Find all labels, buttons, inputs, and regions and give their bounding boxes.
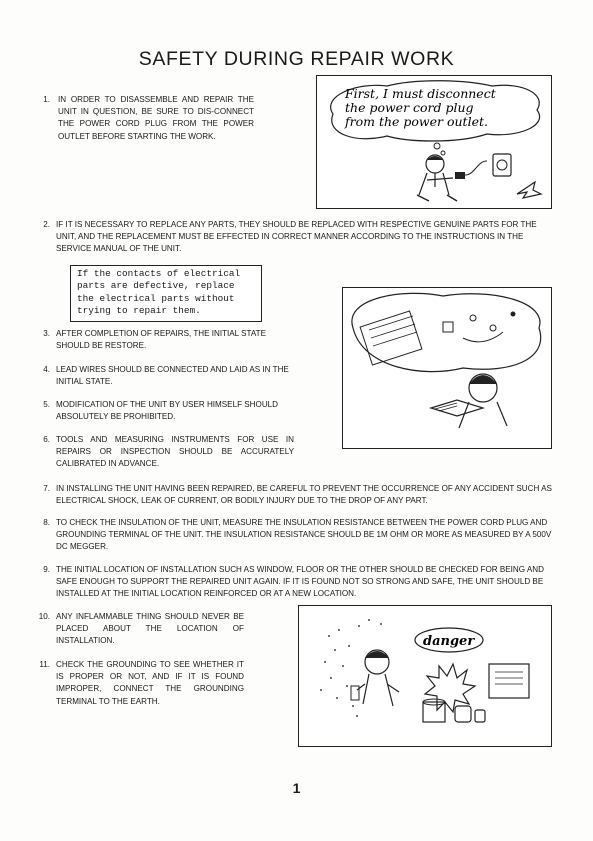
item-text: AFTER COMPLETION OF REPAIRS, THE INITIAL STATE SHOULD BE RESTORE. [56,329,267,351]
item-number: 5. [43,400,50,409]
item-text: CHECK THE GROUNDING TO SEE WHETHER IT IS PROPER OR NOT, AND IF IT IS FOUND IMPROPER, CONNECT THE GROUNDING TERMINAL TO THE EARTH. [56,660,244,706]
item-number: 9. [43,565,50,574]
item-text: THE INITIAL LOCATION OF INSTALLATION SUCH AS WINDOW, FLOOR OR THE OTHER SHOULD BE CHECKED FOR BEING AND SAFE ENOUGH TO SUPPORT THE REPAIRED UNIT AGAIN. IF IT IS FOUND NOT SO STRONG AND SAFE, THE UNIT SHOULD BE INSTALLED AT THE INITIAL LOCATION REINFORCED OR AT A NEW LOCATION. [56,565,544,599]
item-number: 8. [43,518,50,527]
danger-illustration-svg [299,606,551,746]
list-item-3 [34,328,294,354]
manual-illustration-svg [343,288,551,448]
list-item-7 [34,483,554,509]
notice-box: If the contacts of electrical parts are defective, replace the electrical parts without trying to repair them. [70,265,262,322]
list-item-1 [34,94,254,156]
item-text: TO CHECK THE INSULATION OF THE UNIT, MEASURE THE INSULATION RESISTANCE BETWEEN THE POWER CORD PLUG AND GROUNDING TERMINAL OF THE UNIT. THE INSULATION RESISTANCE SHOULD BE 1M OHM OR MORE AS MEASURED BY A 500V DC MEGGER. [56,518,552,552]
list-item-2 [34,219,554,259]
list-item-6 [34,434,294,472]
list-item-4 [34,364,294,390]
illustration-danger [298,605,552,747]
item-number: 3. [43,329,50,338]
item-number: 1. [43,95,50,104]
item-text: IN INSTALLING THE UNIT HAVING BEEN REPAIRED, BE CAREFUL TO PREVENT THE OCCURRENCE OF ANY ACCIDENT SUCH AS ELECTRICAL SHOCK, LEAK OF CURRENT, OR BODILY INJURY DUE TO THE DROP OF ANY PART. [56,484,552,506]
item-number: 11. [39,660,50,669]
list-item-8 [34,517,554,555]
item-text: TOOLS AND MEASURING INSTRUMENTS FOR USE IN REPAIRS OR INSPECTION SHOULD BE ACCURATELY CALIBRATED IN ADVANCE. [56,435,294,469]
illustration-disconnect-plug [316,75,552,209]
item-text: ANY INFLAMMABLE THING SHOULD NEVER BE PLACED ABOUT THE LOCATION OF INSTALLATION. [56,612,244,646]
item-text: MODIFICATION OF THE UNIT BY USER HIMSELF SHOULD ABSOLUTELY BE PROHIBITED. [56,400,279,422]
list-item-10 [34,611,244,649]
item-number: 7. [43,484,50,493]
list-item-11 [34,659,244,709]
bubble-text-line-1: First, I must disconnect [345,86,496,101]
item-number: 4. [43,365,50,374]
item-number: 2. [43,220,50,229]
item-number: 10. [38,612,50,621]
page-number: 1 [292,780,301,796]
bubble-text-line-2: the power cord plug [345,100,474,115]
bubble-text-line-3: from the power outlet. [345,114,488,129]
illustration-reading-manual [342,287,552,449]
item-text: IF IT IS NECESSARY TO REPLACE ANY PARTS, THEY SHOULD BE REPLACED WITH RESPECTIVE GENUINE PARTS FOR THE UNIT, AND THE REPLACEMENT MUST BE EFFECTED IN CORRECT MANNER ACCORDING TO THE INSTRUCTIONS IN THE SERVICE MANUAL OF THE UNIT. [56,220,537,254]
list-item-5 [34,399,294,425]
item-text: LEAD WIRES SHOULD BE CONNECTED AND LAID AS IN THE INITIAL STATE. [56,365,289,387]
page-title: SAFETY DURING REPAIR WORK [138,48,455,70]
list-item-9 [34,564,554,602]
item-text: IN ORDER TO DISASSEMBLE AND REPAIR THE UNIT IN QUESTION, BE SURE TO DIS-CONNECT THE POWER CORD PLUG FROM THE POWER OUTLET BEFORE STARTING THE WORK. [58,95,254,141]
item-number: 6. [43,435,50,444]
disconnect-illustration-svg [317,76,551,208]
danger-sign-text: danger [423,634,475,649]
